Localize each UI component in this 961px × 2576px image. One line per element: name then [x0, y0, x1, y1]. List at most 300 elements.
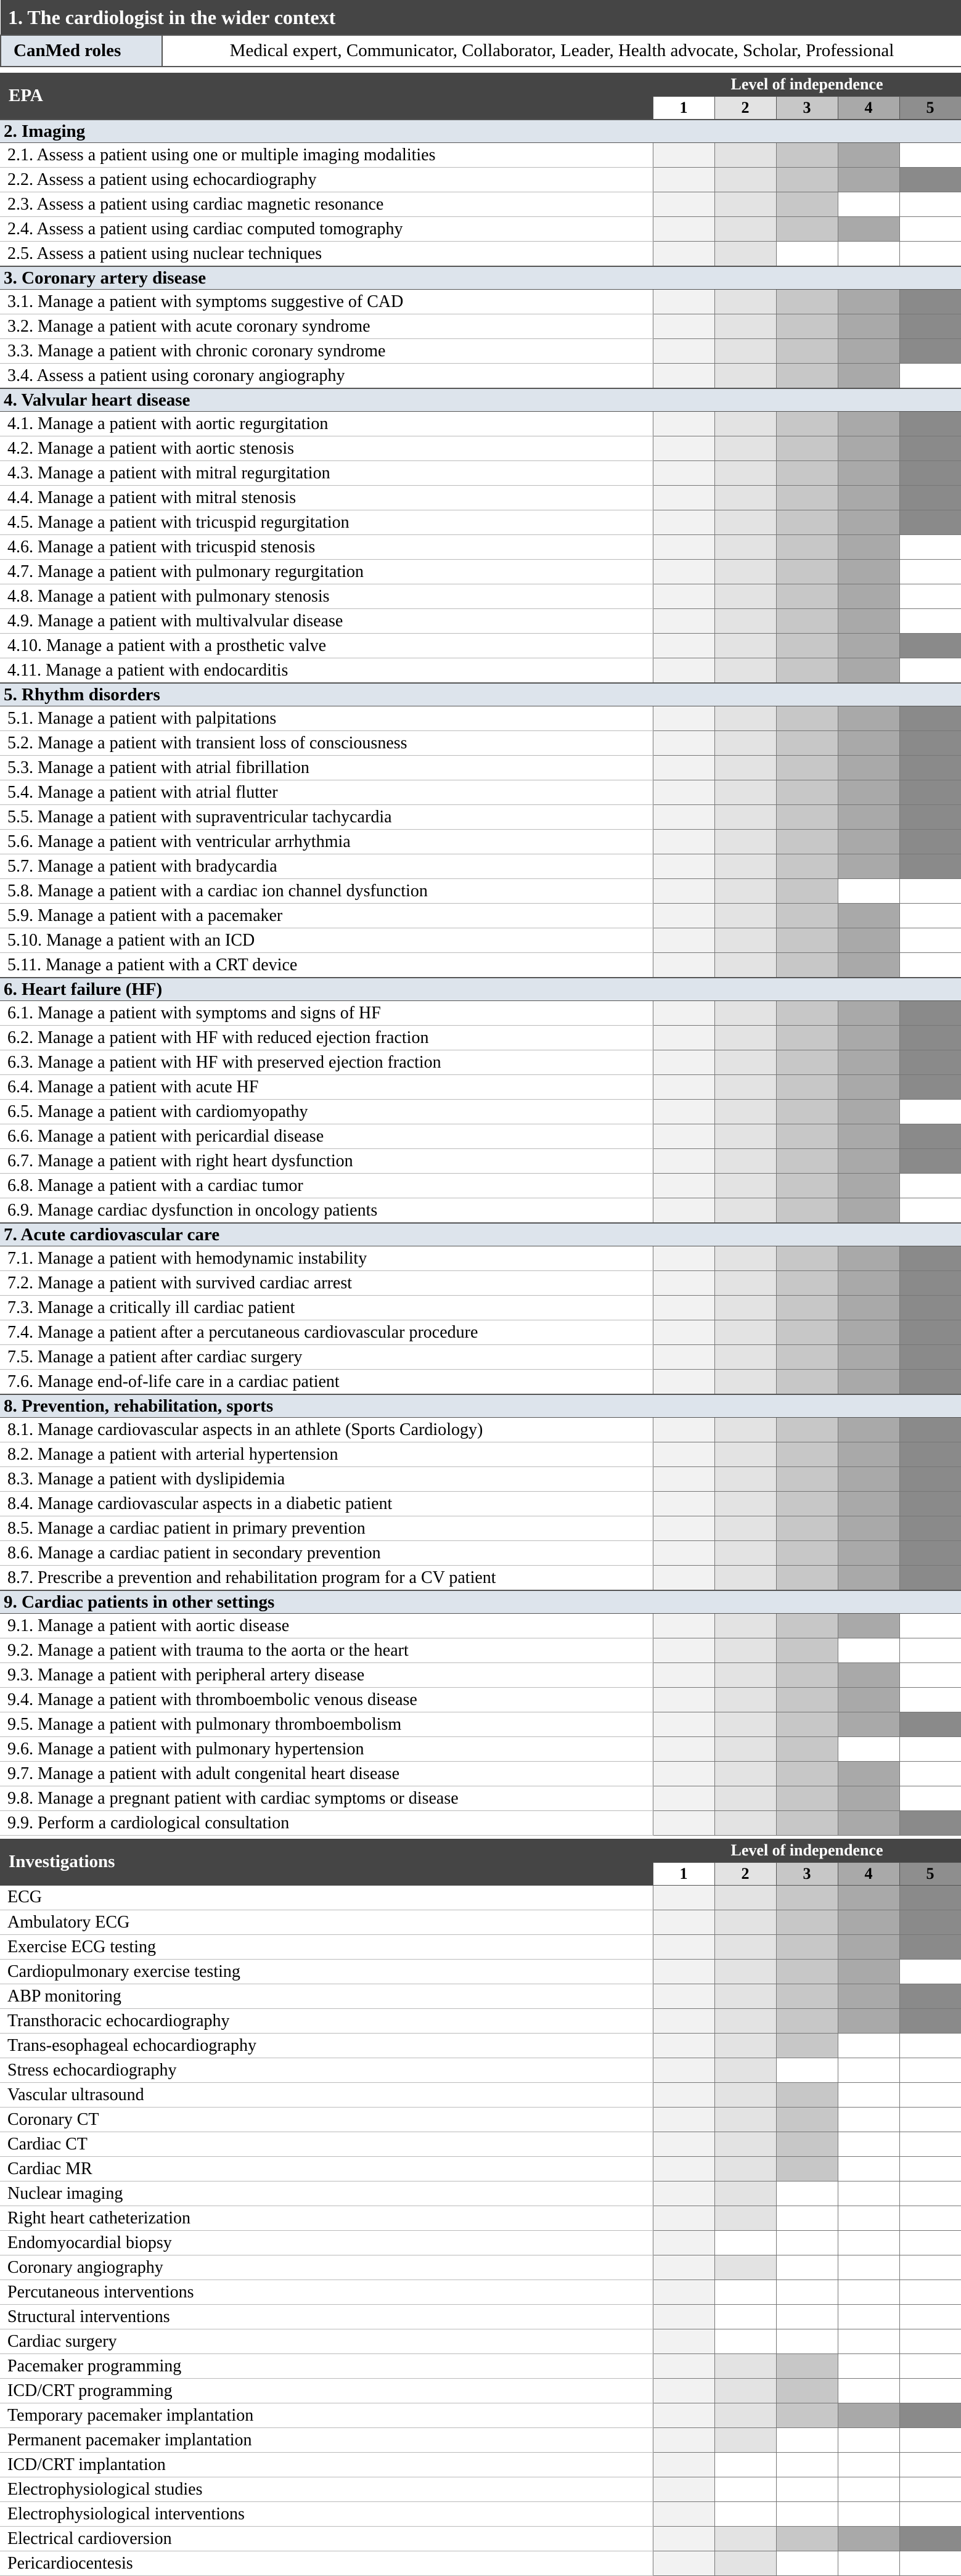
level-cell-2 [714, 1712, 776, 1737]
level-cell-3 [776, 2527, 838, 2551]
level-cell-3 [776, 805, 838, 830]
level-cell-5 [899, 2231, 961, 2255]
level-cell-4 [838, 1712, 899, 1737]
level-cell-5 [899, 290, 961, 314]
section-header-row [0, 388, 961, 412]
level-cell-1 [653, 2108, 714, 2132]
level-cell-5 [899, 217, 961, 242]
level-cell-3 [776, 879, 838, 904]
level-cell-1 [653, 535, 714, 560]
level-cell-2 [714, 168, 776, 192]
level-cell-4 [838, 1100, 899, 1124]
level-cell-2 [714, 1418, 776, 1442]
table-row [0, 364, 961, 389]
level-cell-5 [899, 928, 961, 953]
table-row [0, 2206, 961, 2231]
table-row [0, 1663, 961, 1688]
investigations-body [0, 1886, 961, 2576]
inv-level-4: 4 [838, 1863, 899, 1886]
level-cell-4 [838, 2453, 899, 2477]
level-cell-2 [714, 1984, 776, 2009]
level-cell-2 [714, 1960, 776, 1984]
row-label: 8.3. Manage a patient with dyslipidemia [0, 1467, 653, 1492]
level-cell-4 [838, 1566, 899, 1591]
level-cell-3 [776, 1638, 838, 1663]
level-cell-4 [838, 412, 899, 436]
level-cell-2 [714, 436, 776, 461]
row-label: 8.6. Manage a cardiac patient in secondary prevention [0, 1541, 653, 1566]
level-cell-4 [838, 2379, 899, 2403]
row-label: 4.8. Manage a patient with pulmonary stenosis [0, 584, 653, 609]
level-cell-1 [653, 1688, 714, 1712]
row-label: 4.9. Manage a patient with multivalvular disease [0, 609, 653, 634]
table-row [0, 1149, 961, 1174]
level-cell-3 [776, 2132, 838, 2157]
level-cell-4 [838, 1001, 899, 1026]
level-cell-5 [899, 242, 961, 267]
level-cell-4 [838, 1345, 899, 1370]
level-cell-4 [838, 168, 899, 192]
level-cell-2 [714, 658, 776, 684]
level-cell-2 [714, 1516, 776, 1541]
level-cell-1 [653, 780, 714, 805]
level-cell-1 [653, 1516, 714, 1541]
table-row [0, 731, 961, 756]
level-cell-1 [653, 339, 714, 364]
level-cell-5 [899, 2305, 961, 2329]
inv-level-5: 5 [899, 1863, 961, 1886]
level-cell-5 [899, 1737, 961, 1762]
level-cell-3 [776, 1886, 838, 1910]
level-cell-3 [776, 1492, 838, 1516]
level-cell-1 [653, 2527, 714, 2551]
row-label: 9.9. Perform a cardiological consultation [0, 1811, 653, 1836]
level-cell-1 [653, 1271, 714, 1296]
epa-level-header: Level of independence [653, 73, 961, 97]
level-cell-4 [838, 2255, 899, 2280]
row-label: Temporary pacemaker implantation [0, 2403, 653, 2428]
level-cell-2 [714, 1100, 776, 1124]
level-cell-4 [838, 217, 899, 242]
level-cell-3 [776, 1001, 838, 1026]
row-label: 9.5. Manage a patient with pulmonary thromboembolism [0, 1712, 653, 1737]
table-row [0, 461, 961, 486]
table-row [0, 1786, 961, 1811]
level-cell-3 [776, 706, 838, 731]
level-cell-5 [899, 1516, 961, 1541]
table-row [0, 1886, 961, 1910]
level-cell-4 [838, 2231, 899, 2255]
table-row [0, 2354, 961, 2379]
investigations-table [0, 1839, 961, 2576]
level-cell-4 [838, 1246, 899, 1271]
row-label: ECG [0, 1886, 653, 1910]
level-cell-4 [838, 535, 899, 560]
level-cell-2 [714, 731, 776, 756]
level-cell-3 [776, 1984, 838, 2009]
row-label: 8.4. Manage cardiovascular aspects in a diabetic patient [0, 1492, 653, 1516]
level-cell-1 [653, 1100, 714, 1124]
level-cell-2 [714, 2058, 776, 2083]
level-cell-1 [653, 2502, 714, 2527]
level-cell-3 [776, 1614, 838, 1638]
level-cell-2 [714, 1124, 776, 1149]
row-label: 8.5. Manage a cardiac patient in primary prevention [0, 1516, 653, 1541]
level-cell-1 [653, 2132, 714, 2157]
level-cell-2 [714, 1492, 776, 1516]
row-label: Electrophysiological interventions [0, 2502, 653, 2527]
table-row [0, 756, 961, 780]
level-cell-1 [653, 731, 714, 756]
level-cell-2 [714, 584, 776, 609]
table-row [0, 143, 961, 168]
level-cell-4 [838, 1492, 899, 1516]
level-cell-2 [714, 2477, 776, 2502]
level-cell-2 [714, 879, 776, 904]
level-cell-5 [899, 1320, 961, 1345]
level-cell-2 [714, 1614, 776, 1638]
level-cell-5 [899, 1198, 961, 1224]
level-cell-4 [838, 1663, 899, 1688]
row-label: Endomyocardial biopsy [0, 2231, 653, 2255]
table-row [0, 658, 961, 684]
level-cell-2 [714, 1198, 776, 1224]
row-label: Cardiac surgery [0, 2329, 653, 2354]
section-header-row [0, 266, 961, 290]
level-cell-2 [714, 2354, 776, 2379]
level-cell-5 [899, 2477, 961, 2502]
row-label: 8.1. Manage cardiovascular aspects in an athlete (Sports Cardiology) [0, 1418, 653, 1442]
table-row [0, 1984, 961, 2009]
level-cell-4 [838, 1960, 899, 1984]
level-cell-1 [653, 2231, 714, 2255]
level-cell-5 [899, 1370, 961, 1395]
table-row [0, 1001, 961, 1026]
level-cell-5 [899, 805, 961, 830]
row-label: 7.4. Manage a patient after a percutaneous cardiovascular procedure [0, 1320, 653, 1345]
row-label: 5.1. Manage a patient with palpitations [0, 706, 653, 731]
level-cell-4 [838, 1370, 899, 1395]
row-label: 6.7. Manage a patient with right heart dysfunction [0, 1149, 653, 1174]
level-cell-1 [653, 830, 714, 854]
level-cell-4 [838, 1149, 899, 1174]
level-cell-5 [899, 584, 961, 609]
section-header-row [0, 1394, 961, 1418]
row-label: 7.6. Manage end-of-life care in a cardiac patient [0, 1370, 653, 1395]
level-cell-1 [653, 1026, 714, 1050]
level-cell-3 [776, 510, 838, 535]
level-cell-1 [653, 1467, 714, 1492]
level-cell-3 [776, 2428, 838, 2453]
level-cell-3 [776, 1786, 838, 1811]
table-row [0, 1370, 961, 1395]
table-row [0, 2477, 961, 2502]
row-label: 2.3. Assess a patient using cardiac magnetic resonance [0, 192, 653, 217]
level-cell-3 [776, 1762, 838, 1786]
table-row [0, 1638, 961, 1663]
level-cell-3 [776, 461, 838, 486]
level-cell-1 [653, 1737, 714, 1762]
level-cell-1 [653, 1935, 714, 1960]
level-cell-4 [838, 1638, 899, 1663]
row-label: Nuclear imaging [0, 2181, 653, 2206]
level-cell-3 [776, 1100, 838, 1124]
level-cell-3 [776, 1663, 838, 1688]
level-cell-5 [899, 143, 961, 168]
epa-level-5: 5 [899, 97, 961, 120]
level-cell-3 [776, 2502, 838, 2527]
level-cell-5 [899, 1762, 961, 1786]
level-cell-1 [653, 290, 714, 314]
level-cell-1 [653, 2157, 714, 2181]
level-cell-5 [899, 1100, 961, 1124]
level-cell-2 [714, 2255, 776, 2280]
level-cell-2 [714, 1001, 776, 1026]
row-label: 9.4. Manage a patient with thromboembolic venous disease [0, 1688, 653, 1712]
level-cell-3 [776, 412, 838, 436]
table-row [0, 560, 961, 584]
table-row [0, 2034, 961, 2058]
level-cell-4 [838, 1442, 899, 1467]
level-cell-2 [714, 1320, 776, 1345]
level-cell-5 [899, 1614, 961, 1638]
level-cell-4 [838, 2527, 899, 2551]
row-label: 5.8. Manage a patient with a cardiac ion channel dysfunction [0, 879, 653, 904]
table-row [0, 805, 961, 830]
level-cell-4 [838, 609, 899, 634]
epa-table [0, 73, 961, 1836]
level-cell-1 [653, 1984, 714, 2009]
level-cell-4 [838, 314, 899, 339]
level-cell-3 [776, 780, 838, 805]
section-title: 6. Heart failure (HF) [0, 978, 961, 1001]
canmed-roles-label: CanMed roles [1, 35, 162, 67]
level-cell-3 [776, 2034, 838, 2058]
level-cell-4 [838, 461, 899, 486]
level-cell-3 [776, 2083, 838, 2108]
level-cell-4 [838, 1984, 899, 2009]
level-cell-4 [838, 904, 899, 928]
row-label: Ambulatory ECG [0, 1910, 653, 1935]
level-cell-1 [653, 242, 714, 267]
level-cell-3 [776, 143, 838, 168]
section-title: 9. Cardiac patients in other settings [0, 1590, 961, 1614]
level-cell-4 [838, 2034, 899, 2058]
level-cell-5 [899, 904, 961, 928]
level-cell-5 [899, 1712, 961, 1737]
level-cell-5 [899, 953, 961, 978]
row-label: 2.2. Assess a patient using echocardiography [0, 168, 653, 192]
level-cell-3 [776, 1566, 838, 1591]
table-row [0, 1271, 961, 1296]
level-cell-3 [776, 584, 838, 609]
table-row [0, 1100, 961, 1124]
level-cell-4 [838, 1467, 899, 1492]
level-cell-3 [776, 1296, 838, 1320]
inv-level-1: 1 [653, 1863, 714, 1886]
row-label: 4.6. Manage a patient with tricuspid stenosis [0, 535, 653, 560]
level-cell-5 [899, 1786, 961, 1811]
level-cell-5 [899, 1811, 961, 1836]
level-cell-3 [776, 658, 838, 684]
level-cell-3 [776, 192, 838, 217]
section-header-row [0, 683, 961, 706]
level-cell-1 [653, 217, 714, 242]
table-row [0, 535, 961, 560]
level-cell-3 [776, 1320, 838, 1345]
level-cell-3 [776, 1345, 838, 1370]
level-cell-5 [899, 1467, 961, 1492]
level-cell-3 [776, 1467, 838, 1492]
table-row [0, 1320, 961, 1345]
table-row [0, 2305, 961, 2329]
level-cell-5 [899, 1296, 961, 1320]
level-cell-1 [653, 2551, 714, 2576]
level-cell-5 [899, 486, 961, 510]
level-cell-2 [714, 2551, 776, 2576]
level-cell-1 [653, 1638, 714, 1663]
epa-body [0, 120, 961, 1836]
level-cell-4 [838, 242, 899, 267]
level-cell-1 [653, 143, 714, 168]
level-cell-3 [776, 2551, 838, 2576]
level-cell-4 [838, 2428, 899, 2453]
row-label: 9.7. Manage a patient with adult congenital heart disease [0, 1762, 653, 1786]
level-cell-4 [838, 634, 899, 658]
level-cell-3 [776, 830, 838, 854]
level-cell-1 [653, 2009, 714, 2034]
level-cell-2 [714, 1910, 776, 1935]
level-cell-1 [653, 1886, 714, 1910]
level-cell-5 [899, 1886, 961, 1910]
level-cell-2 [714, 1886, 776, 1910]
row-label: 8.7. Prescribe a prevention and rehabilitation program for a CV patient [0, 1566, 653, 1591]
level-cell-3 [776, 1370, 838, 1395]
level-cell-4 [838, 805, 899, 830]
level-cell-1 [653, 1296, 714, 1320]
level-cell-1 [653, 1124, 714, 1149]
level-cell-2 [714, 560, 776, 584]
table-row [0, 412, 961, 436]
table-row [0, 1960, 961, 1984]
level-cell-4 [838, 830, 899, 854]
row-label: 9.1. Manage a patient with aortic disease [0, 1614, 653, 1638]
level-cell-1 [653, 584, 714, 609]
level-cell-2 [714, 1786, 776, 1811]
row-label: 9.8. Manage a pregnant patient with cardiac symptoms or disease [0, 1786, 653, 1811]
row-label: Exercise ECG testing [0, 1935, 653, 1960]
level-cell-4 [838, 290, 899, 314]
level-cell-3 [776, 2058, 838, 2083]
row-label: 6.5. Manage a patient with cardiomyopathy [0, 1100, 653, 1124]
row-label: 2.1. Assess a patient using one or multiple imaging modalities [0, 143, 653, 168]
level-cell-4 [838, 584, 899, 609]
level-cell-1 [653, 192, 714, 217]
level-cell-2 [714, 830, 776, 854]
row-label: Structural interventions [0, 2305, 653, 2329]
level-cell-4 [838, 1737, 899, 1762]
table-row [0, 928, 961, 953]
level-cell-2 [714, 1737, 776, 1762]
level-cell-3 [776, 2206, 838, 2231]
level-cell-1 [653, 1910, 714, 1935]
level-cell-2 [714, 217, 776, 242]
level-cell-4 [838, 658, 899, 684]
row-label: Percutaneous interventions [0, 2280, 653, 2305]
level-cell-4 [838, 143, 899, 168]
section-title: 4. Valvular heart disease [0, 388, 961, 412]
row-label: 3.4. Assess a patient using coronary angiography [0, 364, 653, 389]
level-cell-4 [838, 2108, 899, 2132]
epa-level-4: 4 [838, 97, 899, 120]
level-cell-4 [838, 1614, 899, 1638]
row-label: 9.2. Manage a patient with trauma to the aorta or the heart [0, 1638, 653, 1663]
level-cell-1 [653, 1370, 714, 1395]
table-row [0, 1811, 961, 1836]
level-cell-4 [838, 706, 899, 731]
level-cell-3 [776, 1124, 838, 1149]
level-cell-2 [714, 486, 776, 510]
level-cell-2 [714, 1075, 776, 1100]
level-cell-4 [838, 2280, 899, 2305]
level-cell-3 [776, 1271, 838, 1296]
row-label: 6.6. Manage a patient with pericardial disease [0, 1124, 653, 1149]
level-cell-2 [714, 510, 776, 535]
table-row [0, 2009, 961, 2034]
level-cell-2 [714, 854, 776, 879]
level-cell-5 [899, 2181, 961, 2206]
row-label: Trans-esophageal echocardiography [0, 2034, 653, 2058]
level-cell-3 [776, 1418, 838, 1442]
row-label: 3.1. Manage a patient with symptoms suggestive of CAD [0, 290, 653, 314]
row-label: Electrophysiological studies [0, 2477, 653, 2502]
level-cell-1 [653, 2255, 714, 2280]
table-row [0, 314, 961, 339]
level-cell-3 [776, 1688, 838, 1712]
level-cell-5 [899, 2206, 961, 2231]
level-cell-5 [899, 1001, 961, 1026]
level-cell-3 [776, 217, 838, 242]
table-row [0, 1246, 961, 1271]
level-cell-3 [776, 634, 838, 658]
level-cell-4 [838, 1271, 899, 1296]
level-cell-4 [838, 486, 899, 510]
section-header-row [0, 1590, 961, 1614]
table-row [0, 217, 961, 242]
level-cell-4 [838, 1296, 899, 1320]
level-cell-5 [899, 658, 961, 684]
level-cell-5 [899, 1541, 961, 1566]
epa-level-2: 2 [714, 97, 776, 120]
level-cell-4 [838, 1174, 899, 1198]
level-cell-1 [653, 756, 714, 780]
level-cell-5 [899, 412, 961, 436]
level-cell-5 [899, 436, 961, 461]
level-cell-2 [714, 314, 776, 339]
level-cell-4 [838, 1688, 899, 1712]
table-row [0, 339, 961, 364]
table-row [0, 242, 961, 267]
level-cell-5 [899, 2428, 961, 2453]
level-cell-1 [653, 2181, 714, 2206]
level-cell-5 [899, 706, 961, 731]
level-cell-3 [776, 1541, 838, 1566]
level-cell-5 [899, 2329, 961, 2354]
level-cell-3 [776, 1050, 838, 1075]
table-row [0, 486, 961, 510]
row-label: ICD/CRT programming [0, 2379, 653, 2403]
level-cell-3 [776, 535, 838, 560]
